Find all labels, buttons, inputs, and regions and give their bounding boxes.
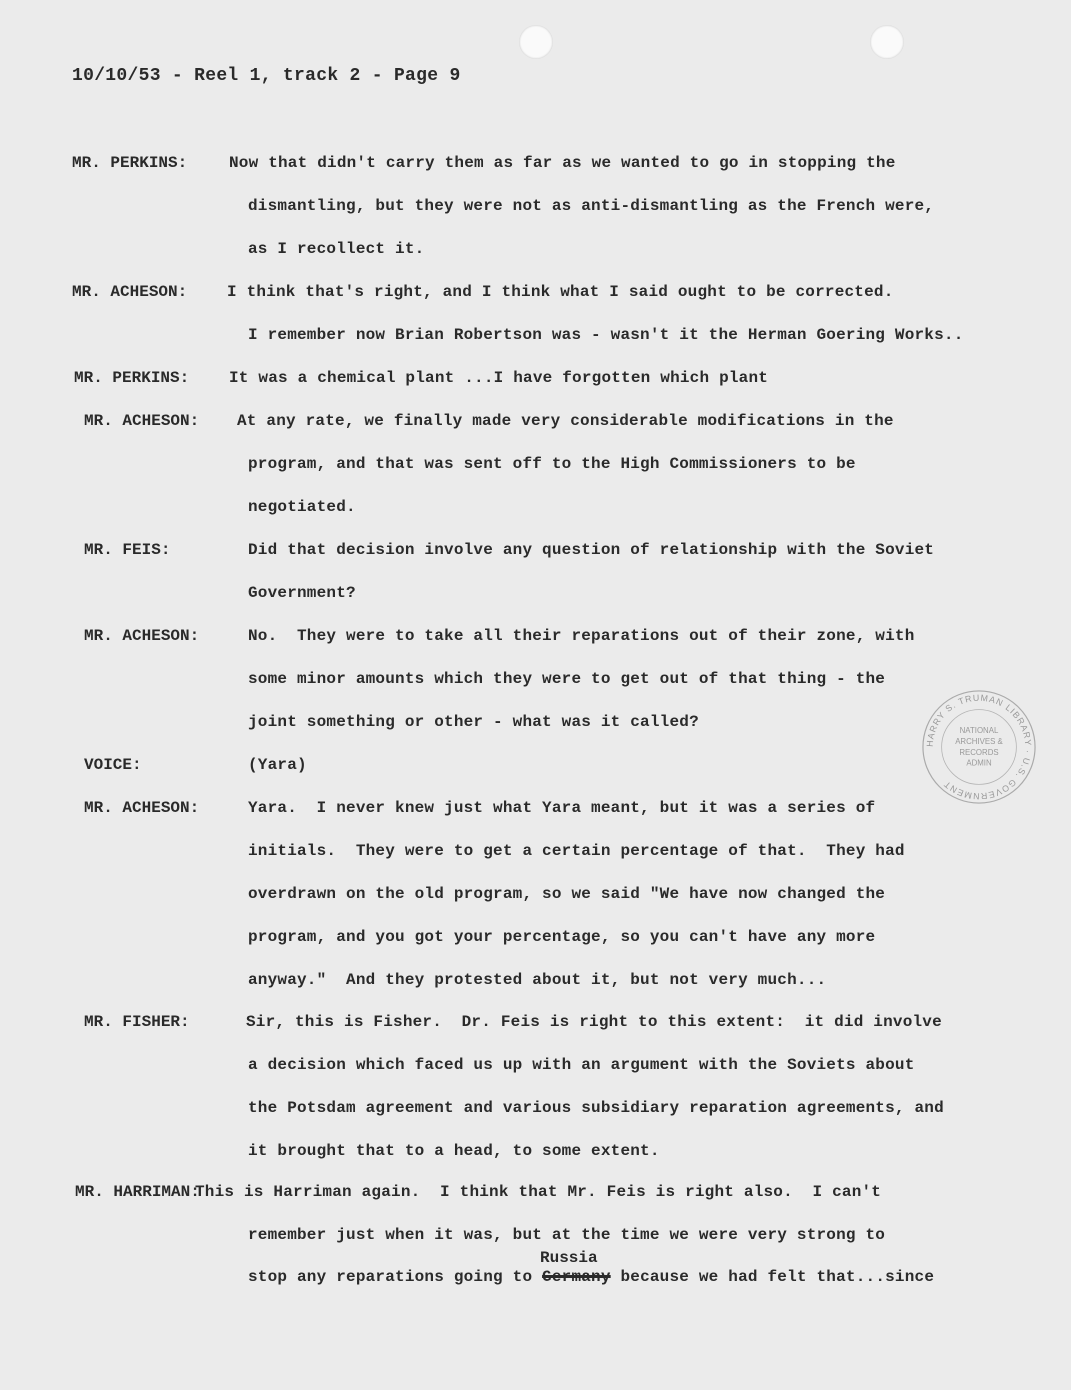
punch-hole [870, 25, 904, 59]
transcript-line: initials. They were to get a certain percentage of that. They had [248, 842, 905, 860]
transcript-line: overdrawn on the old program, so we said "We have now changed the [248, 885, 886, 903]
transcript-line: a decision which faced us up with an argument with the Soviets about [248, 1056, 915, 1074]
transcript-line: Now that didn't carry them as far as we wanted to go in stopping the [229, 154, 896, 172]
transcript-line: stop any reparations going to Germany because we had felt that...since [248, 1268, 935, 1286]
speaker-label: MR. ACHESON: [84, 799, 200, 817]
speaker-label: MR. PERKINS: [74, 369, 190, 387]
transcript-line: some minor amounts which they were to get out of that thing - the [248, 670, 886, 688]
transcript-line: Did that decision involve any question of relationship with the Soviet [248, 541, 935, 559]
transcript-line: dismantling, but they were not as anti-dismantling as the French were, [248, 197, 935, 215]
speaker-label: MR. ACHESON: [84, 627, 200, 645]
transcript-line: the Potsdam agreement and various subsidiary reparation agreements, and [248, 1099, 944, 1117]
stamp-line: ARCHIVES & [955, 737, 1003, 747]
transcript-line: No. They were to take all their reparations out of their zone, with [248, 627, 915, 645]
transcript-line: At any rate, we finally made very considerable modifications in the [237, 412, 894, 430]
transcript-line: This is Harriman again. I think that Mr. Feis is right also. I can't [195, 1183, 882, 1201]
transcript-line: anyway." And they protested about it, but not very much... [248, 971, 827, 989]
transcript-line: I remember now Brian Robertson was - wasn't it the Herman Goering Works.. [248, 326, 964, 344]
struck-word: Germany [542, 1268, 611, 1286]
speaker-label: VOICE: [84, 756, 142, 774]
speaker-label: MR. ACHESON: [72, 283, 188, 301]
interlined-insert: Russia [540, 1249, 598, 1267]
stamp-ring-text: HARRY S. TRUMAN LIBRARY · U.S. GOVERNMENT [924, 692, 1034, 802]
archives-stamp [920, 688, 1038, 806]
transcript-line: It was a chemical plant ...I have forgotten which plant [229, 369, 769, 387]
transcript-line: Government? [248, 584, 356, 602]
transcript-line: (Yara) [248, 756, 307, 774]
transcript-line: negotiated. [248, 498, 356, 516]
speaker-label: MR. HARRIMAN: [75, 1183, 200, 1201]
stamp-line: NATIONAL [959, 726, 999, 736]
page-header: 10/10/53 - Reel 1, track 2 - Page 9 [72, 66, 461, 86]
stamp-line: RECORDS [959, 747, 999, 757]
transcript-line: as I recollect it. [248, 240, 425, 258]
speaker-label: MR. PERKINS: [72, 154, 188, 172]
transcript-line: Yara. I never knew just what Yara meant, but it was a series of [248, 799, 876, 817]
stamp-line: ADMIN [966, 758, 992, 768]
speaker-label: MR. ACHESON: [84, 412, 200, 430]
transcript-line: joint something or other - what was it called? [248, 713, 699, 731]
transcript-line: program, and that was sent off to the High Commissioners to be [248, 455, 856, 473]
punch-hole [519, 25, 553, 59]
transcript-line: remember just when it was, but at the time we were very strong to [248, 1226, 886, 1244]
transcript-line: it brought that to a head, to some extent. [248, 1142, 660, 1160]
transcript-line: Sir, this is Fisher. Dr. Feis is right to this extent: it did involve [246, 1013, 942, 1031]
transcript-line: I think that's right, and I think what I said ought to be corrected. [227, 283, 894, 301]
transcript-line: program, and you got your percentage, so you can't have any more [248, 928, 876, 946]
speaker-label: MR. FEIS: [84, 541, 171, 559]
speaker-label: MR. FISHER: [84, 1013, 190, 1031]
